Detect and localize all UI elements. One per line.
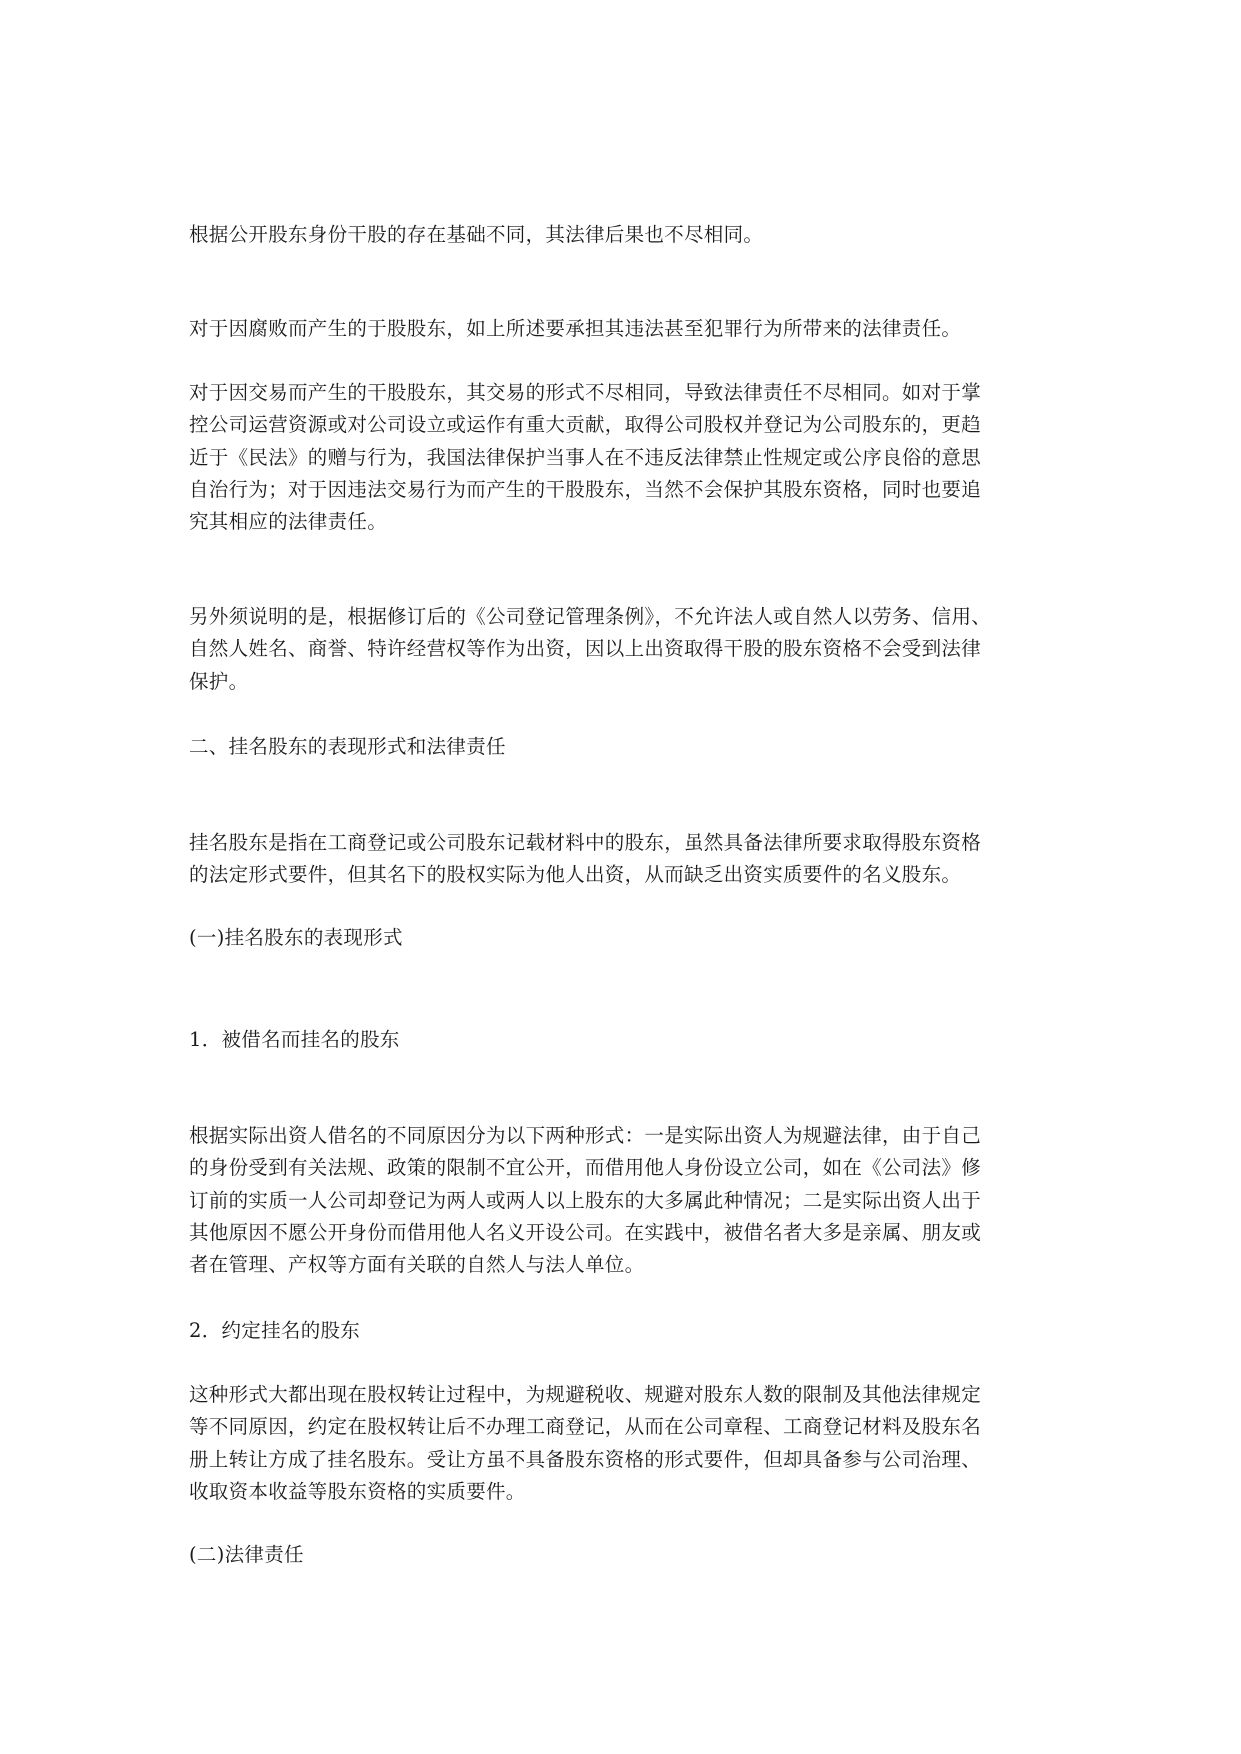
- text-line: 的身份受到有关法规、政策的限制不宜公开，而借用他人身份设立公司，如在《公司法》修: [189, 1156, 982, 1180]
- text-line: 究其相应的法律责任。: [189, 510, 388, 534]
- text-line: 对于因腐败而产生的于股股东，如上所述要承担其违法甚至犯罪行为所带来的法律责任。: [189, 317, 962, 340]
- text-line: 挂名股东是指在工商登记或公司股东记载材料中的股东，虽然具备法律所要求取得股东资格: [189, 831, 982, 854]
- paragraph-dry-share-consequences: [189, 219, 1055, 251]
- text-line: 二、挂名股东的表现形式和法律责任: [189, 735, 506, 758]
- text-line: 根据公开股东身份干股的存在基础不同，其法律后果也不尽相同。: [189, 223, 764, 246]
- paragraph-nominee-definition: [189, 827, 1055, 892]
- text-line: 等不同原因，约定在股权转让后不办理工商登记，从而在公司章程、工商登记材料及股东名: [189, 1415, 982, 1439]
- text-line: 收取资本收益等股东资格的实质要件。: [189, 1479, 526, 1503]
- section-heading-nominee-shareholders: [189, 731, 1055, 763]
- paragraph-agreed-nominee: [189, 1379, 1055, 1508]
- text-line: 根据实际出资人借名的不同原因分为以下两种形式：一是实际出资人为规避法律，由于自己: [189, 1124, 982, 1147]
- text-line: 另外须说明的是，根据修订后的《公司登记管理条例》，不允许法人或自然人以劳务、信用、: [189, 605, 992, 628]
- paragraph-transaction-shareholders: [189, 377, 1055, 538]
- text-line: 者在管理、产权等方面有关联的自然人与法人单位。: [189, 1253, 645, 1277]
- text-line: 2．约定挂名的股东: [189, 1319, 361, 1342]
- text-line: 1．被借名而挂名的股东: [189, 1028, 400, 1051]
- text-line: 自治行为；对于因违法交易行为而产生的干股股东，当然不会保护其股东资格，同时也要追: [189, 477, 982, 501]
- text-line: 近于《民法》的赠与行为，我国法律保护当事人在不违反法律禁止性规定或公序良俗的意思: [189, 445, 982, 469]
- text-line: 自然人姓名、商誉、特许经营权等作为出资，因以上出资取得干股的股东资格不会受到法律: [189, 637, 982, 661]
- paragraph-corruption-shareholders: [189, 313, 1055, 345]
- subheading-legal-liability: [189, 1539, 1055, 1571]
- text-line: (二)法律责任: [189, 1543, 304, 1566]
- text-line: 对于因交易而产生的干股股东，其交易的形式不尽相同，导致法律责任不尽相同。如对于掌: [189, 381, 982, 404]
- paragraph-registration-regulation: [189, 601, 1055, 698]
- text-line: 这种形式大都出现在股权转让过程中，为规避税收、规避对股东人数的限制及其他法律规定: [189, 1383, 982, 1406]
- text-line: 订前的实质一人公司却登记为两人或两人以上股东的大多属此种情况；二是实际出资人出于: [189, 1188, 982, 1212]
- text-line: 的法定形式要件，但其名下的股权实际为他人出资，从而缺乏出资实质要件的名义股东。: [189, 863, 962, 887]
- text-line: 册上转让方成了挂名股东。受让方虽不具备股东资格的形式要件，但却具备参与公司治理、: [189, 1447, 982, 1471]
- text-line: 控公司运营资源或对公司设立或运作有重大贡献，取得公司股权并登记为公司股东的，更趋: [189, 413, 982, 437]
- text-line: 其他原因不愿公开身份而借用他人名义开设公司。在实践中，被借名者大多是亲属、朋友或: [189, 1220, 982, 1244]
- subheading-nominee-forms: [189, 922, 1055, 954]
- subheading-agreed-nominee: [189, 1315, 1055, 1347]
- text-line: (一)挂名股东的表现形式: [189, 926, 403, 949]
- text-line: 保护。: [189, 669, 249, 693]
- paragraph-borrowed-name-forms: [189, 1120, 1055, 1281]
- subheading-borrowed-name: [189, 1024, 1055, 1056]
